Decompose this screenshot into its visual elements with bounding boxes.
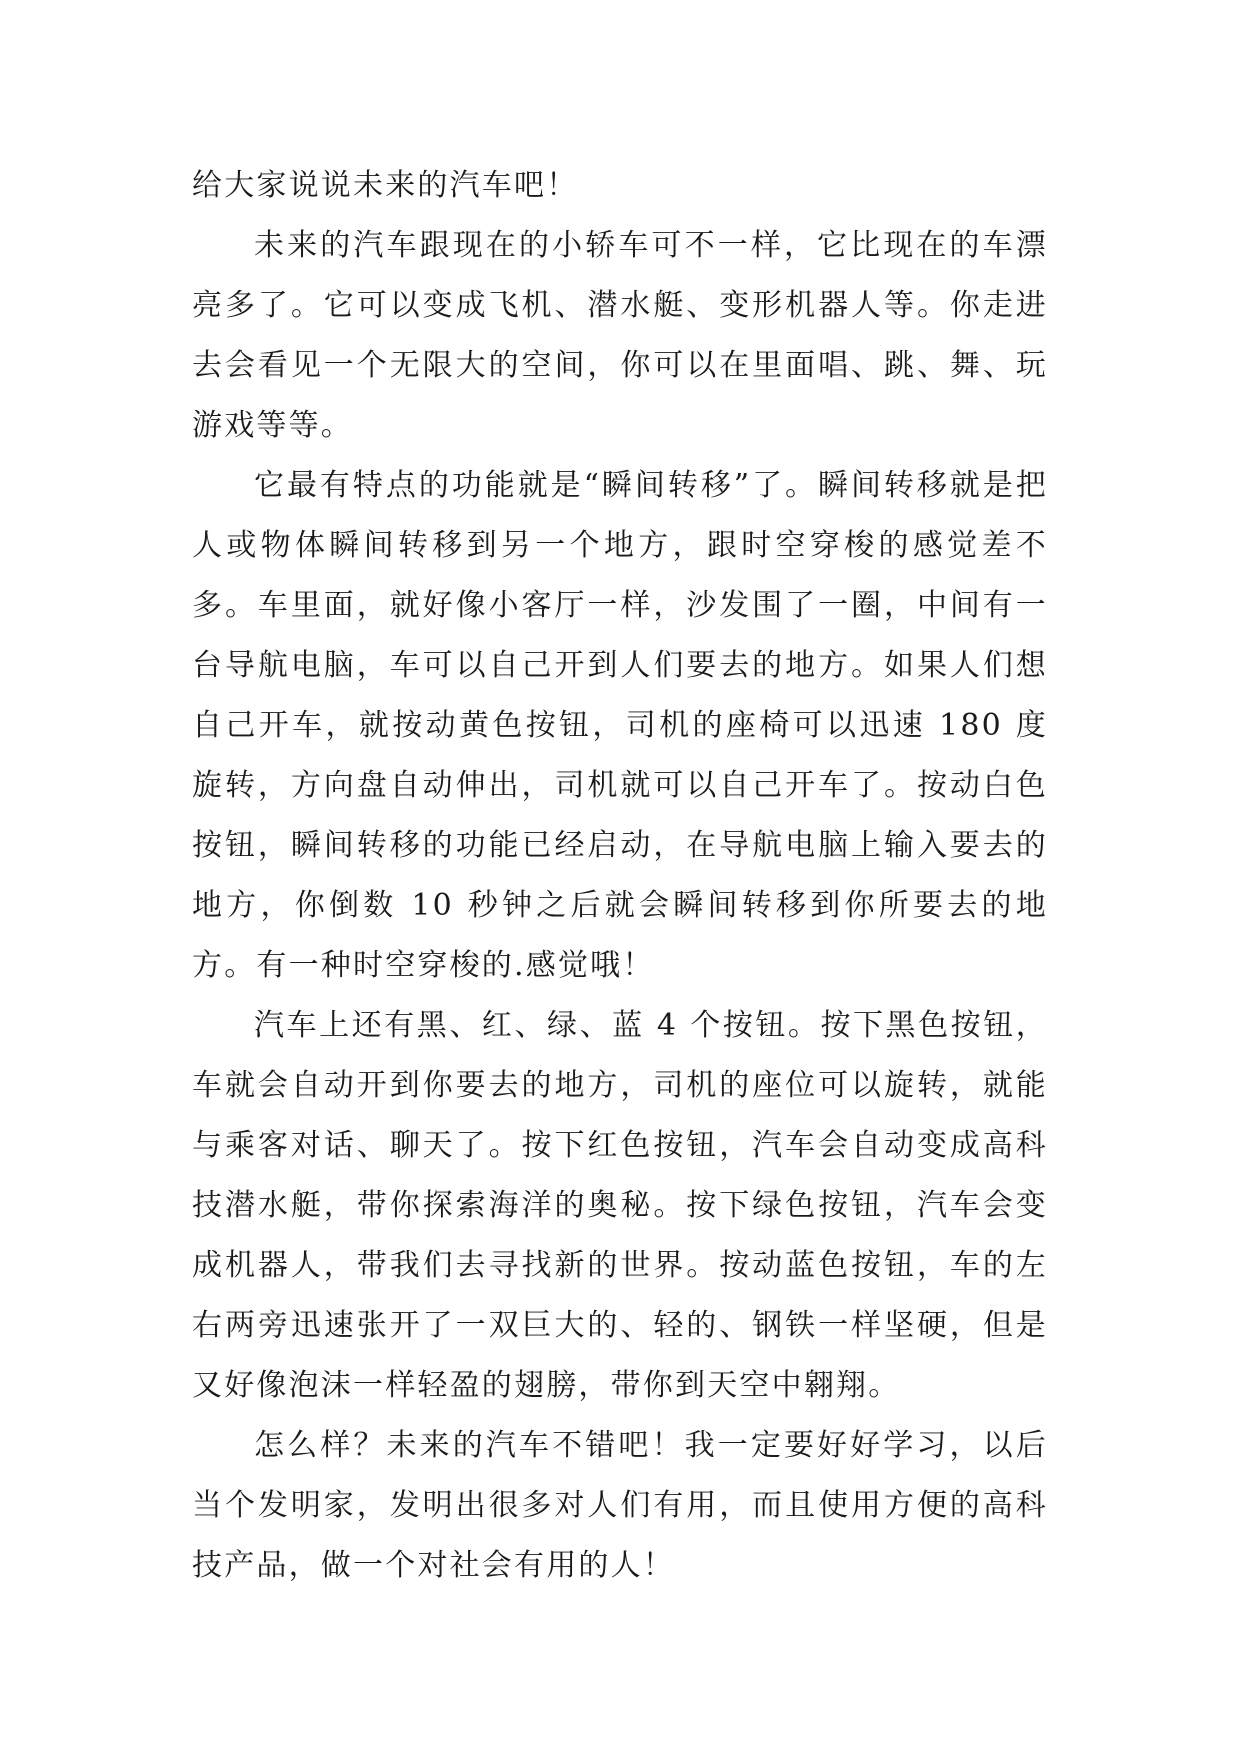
paragraph-teleport: 它最有特点的功能就是“瞬间转移”了。瞬间转移就是把人或物体瞬间转移到另一个地方，跟时空穿梭的感觉差不多。车里面，就好像小客厅一样，沙发围了一圈，中间有一台导航电脑，车可以自己开到人们要去的地方。如果人们想自己开车，就按动黄色按钮，司机的座椅可以迅速 180 度旋转，方向盘自动伸出，司机就可以自己开车了。按动白色按钮，瞬间转移的功能已经启动，在导航电脑上输入要去的地方，你倒数 10 秒钟之后就会瞬间转移到你所要去的地方。有一种时空穿梭的.感觉哦！ — [192, 468, 1048, 983]
paragraph-intro: 给大家说说未来的汽车吧！ — [192, 168, 579, 203]
paragraph-appearance: 未来的汽车跟现在的小轿车可不一样，它比现在的车漂亮多了。它可以变成飞机、潜水艇、变形机器人等。你走进去会看见一个无限大的空间，你可以在里面唱、跳、舞、玩游戏等等。 — [192, 228, 1048, 443]
paragraph-conclusion: 怎么样？未来的汽车不错吧！我一定要好好学习，以后当个发明家，发明出很多对人们有用，而且使用方便的高科技产品，做一个对社会有用的人！ — [192, 1428, 1048, 1583]
paragraph-buttons: 汽车上还有黑、红、绿、蓝 4 个按钮。按下黑色按钮，车就会自动开到你要去的地方，司机的座位可以旋转，就能与乘客对话、聊天了。按下红色按钮，汽车会自动变成高科技潜水艇，带你探索海洋的奥秘。按下绿色按钮，汽车会变成机器人，带我们去寻找新的世界。按动蓝色按钮，车的左右两旁迅速张开了一双巨大的、轻的、钢铁一样坚硬，但是又好像泡沫一样轻盈的翅膀，带你到天空中翱翔。 — [192, 1008, 1048, 1403]
document-body — [192, 156, 1048, 1596]
